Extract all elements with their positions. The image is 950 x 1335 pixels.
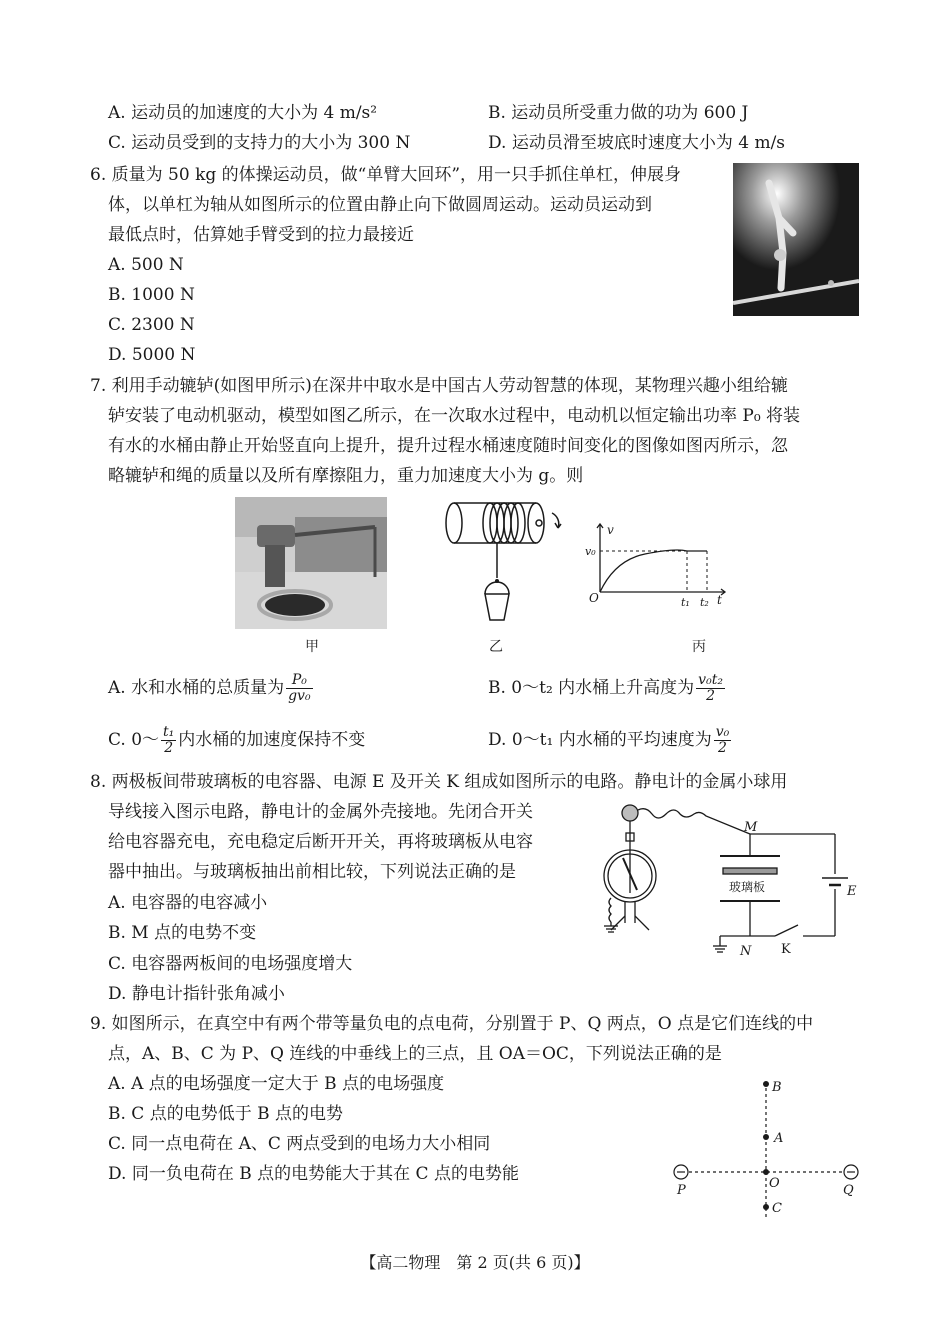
electrometer-ball <box>622 805 638 821</box>
q5-option-b: B. 运动员所受重力做的功为 600 J <box>488 103 749 123</box>
q8-option-a: A. 电容器的电容减小 <box>108 893 268 913</box>
label-e: E <box>847 884 857 899</box>
velocity-curve <box>600 550 687 592</box>
q7-stem-line3: 有水的水桶由静止开始竖直向上提升，提升过程水桶速度随时间变化的图像如图丙所示，忽 <box>108 436 788 456</box>
graph-v-label: v <box>607 523 614 537</box>
velocity-time-graph <box>585 520 730 616</box>
q9-stem-line1: 9. 如图所示，在真空中有两个带等量负电的点电荷，分别置于 P、Q 两点，O 点是它们连线的中 <box>90 1014 814 1034</box>
q8-option-c: C. 电容器两板间的电场强度增大 <box>108 954 353 974</box>
q7-option-a-denominator: gv₀ <box>288 688 311 704</box>
q7-option-a-numerator: P₀ <box>286 673 312 689</box>
q8-option-b: B. M 点的电势不变 <box>108 923 257 943</box>
label-n: N <box>740 944 752 959</box>
q5-option-a: A. 运动员的加速度的大小为 4 m/s² <box>108 103 378 123</box>
q7-option-b-numerator: v₀t₂ <box>698 672 723 688</box>
q5-option-d: D. 运动员滑至坡底时速度大小为 4 m/s <box>488 133 786 153</box>
point-c <box>763 1204 769 1210</box>
q9-option-b: B. C 点的电势低于 B 点的电势 <box>108 1104 344 1124</box>
q7-option-c <box>108 724 365 756</box>
q7-stem-line4: 略辘轳和绳的质量以及所有摩擦阻力，重力加速度大小为 g。则 <box>108 466 584 486</box>
label-q: Q <box>843 1183 854 1198</box>
fig-bing-caption: 丙 <box>692 639 706 655</box>
q9-stem-line2: 点，A、B、C 为 P、Q 连线的中垂线上的三点，且 OA＝OC，下列说法正确的是 <box>108 1044 722 1064</box>
q5-option-c: C. 运动员受到的支持力的大小为 300 N <box>108 133 411 153</box>
label-c: C <box>772 1201 782 1216</box>
q7-option-c-text: 内水桶的加速度保持不变 <box>178 730 366 750</box>
q6-stem-line2: 体，以单杠为轴从如图所示的位置由静止向下做圆周运动。运动员运动到 <box>108 195 652 215</box>
graph-origin-label: O <box>589 591 599 605</box>
q7-option-b-text: B. 0～t₂ 内水桶上升高度为 <box>488 678 695 698</box>
label-p: P <box>677 1183 686 1198</box>
q7-stem-line1: 7. 利用手动辘轳(如图甲所示)在深井中取水是中国古人劳动智慧的体现，某物理兴趣小组给辘 <box>90 376 788 396</box>
glass-plate <box>723 868 777 874</box>
q8-stem-line1: 8. 两极板间带玻璃板的电容器、电源 E 及开关 K 组成如图所示的电路。静电计的金属小球用 <box>90 772 788 792</box>
label-o: O <box>769 1176 780 1191</box>
q7-option-a-text: A. 水和水桶的总质量为 <box>108 678 285 698</box>
point-charges-diagram <box>665 1074 870 1224</box>
q7-option-d-text: D. 0～t₁ 内水桶的平均速度为 <box>488 730 712 750</box>
point-o <box>763 1169 769 1175</box>
q6-option-c: C. 2300 N <box>108 315 195 335</box>
q9-option-d: D. 同一负电荷在 B 点的电势能大于其在 C 点的电势能 <box>108 1164 519 1184</box>
q6-stem-line3: 最低点时，估算她手臂受到的拉力最接近 <box>108 225 414 245</box>
q7-option-c-fraction <box>161 725 176 756</box>
label-glass-plate: 玻璃板 <box>729 880 766 894</box>
q7-option-d <box>488 724 733 756</box>
graph-t1-label: t₁ <box>681 596 690 609</box>
q7-option-b-fraction <box>696 673 725 704</box>
q8-option-d: D. 静电计指针张角减小 <box>108 984 285 1004</box>
q7-stem-line2: 轳安装了电动机驱动，模型如图乙所示，在一次取水过程中，电动机以恒定输出功率 P₀ 将装 <box>108 406 801 426</box>
q7-option-b <box>488 672 727 704</box>
q7-option-c-numerator: t₁ <box>163 724 175 740</box>
q7-option-a <box>108 672 315 704</box>
graph-v0-label: v₀ <box>585 545 596 558</box>
label-k: K <box>781 942 791 957</box>
q7-option-c-prefix: C. 0～ <box>108 730 160 750</box>
q6-option-d: D. 5000 N <box>108 345 196 365</box>
windlass-photo <box>235 497 387 629</box>
q8-stem-line3: 给电容器充电，充电稳定后断开开关，再将玻璃板从电容 <box>108 832 533 852</box>
label-b: B <box>772 1080 782 1095</box>
switch-k <box>775 925 798 936</box>
gymnast-photo <box>733 163 859 316</box>
q6-option-b: B. 1000 N <box>108 285 195 305</box>
q6-stem-line1: 6. 质量为 50 kg 的体操运动员，做“单臂大回环”，用一只手抓住单杠，伸展身 <box>90 165 682 185</box>
q8-stem-line4: 器中抽出。与玻璃板抽出前相比较，下列说法正确的是 <box>108 862 516 882</box>
q7-option-d-fraction <box>714 725 732 756</box>
point-b <box>763 1081 769 1087</box>
point-a <box>763 1134 769 1140</box>
q7-option-b-denominator: 2 <box>706 688 716 704</box>
q6-option-a: A. 500 N <box>108 255 184 275</box>
fig-jia-caption: 甲 <box>305 639 319 655</box>
fig-yi-caption: 乙 <box>489 639 503 655</box>
q9-option-a: A. A 点的电场强度一定大于 B 点的电场强度 <box>108 1074 445 1094</box>
page-footer: 【高二物理 第 2 页(共 6 页)】 <box>360 1253 590 1272</box>
graph-t2-label: t₂ <box>700 596 709 609</box>
label-m: M <box>744 820 758 835</box>
q8-stem-line2: 导线接入图示电路，静电计的金属外壳接地。先闭合开关 <box>108 802 533 822</box>
q7-option-d-numerator: v₀ <box>715 724 730 740</box>
capacitor-circuit-diagram <box>585 798 870 963</box>
q9-option-c: C. 同一点电荷在 A、C 两点受到的电场力大小相同 <box>108 1134 491 1154</box>
windlass-model-diagram <box>440 498 570 626</box>
q7-option-d-denominator: 2 <box>718 740 727 756</box>
label-a: A <box>774 1131 784 1146</box>
q7-option-c-denominator: 2 <box>164 740 174 756</box>
graph-t-label: t <box>717 593 722 607</box>
q7-option-a-fraction <box>286 673 312 704</box>
